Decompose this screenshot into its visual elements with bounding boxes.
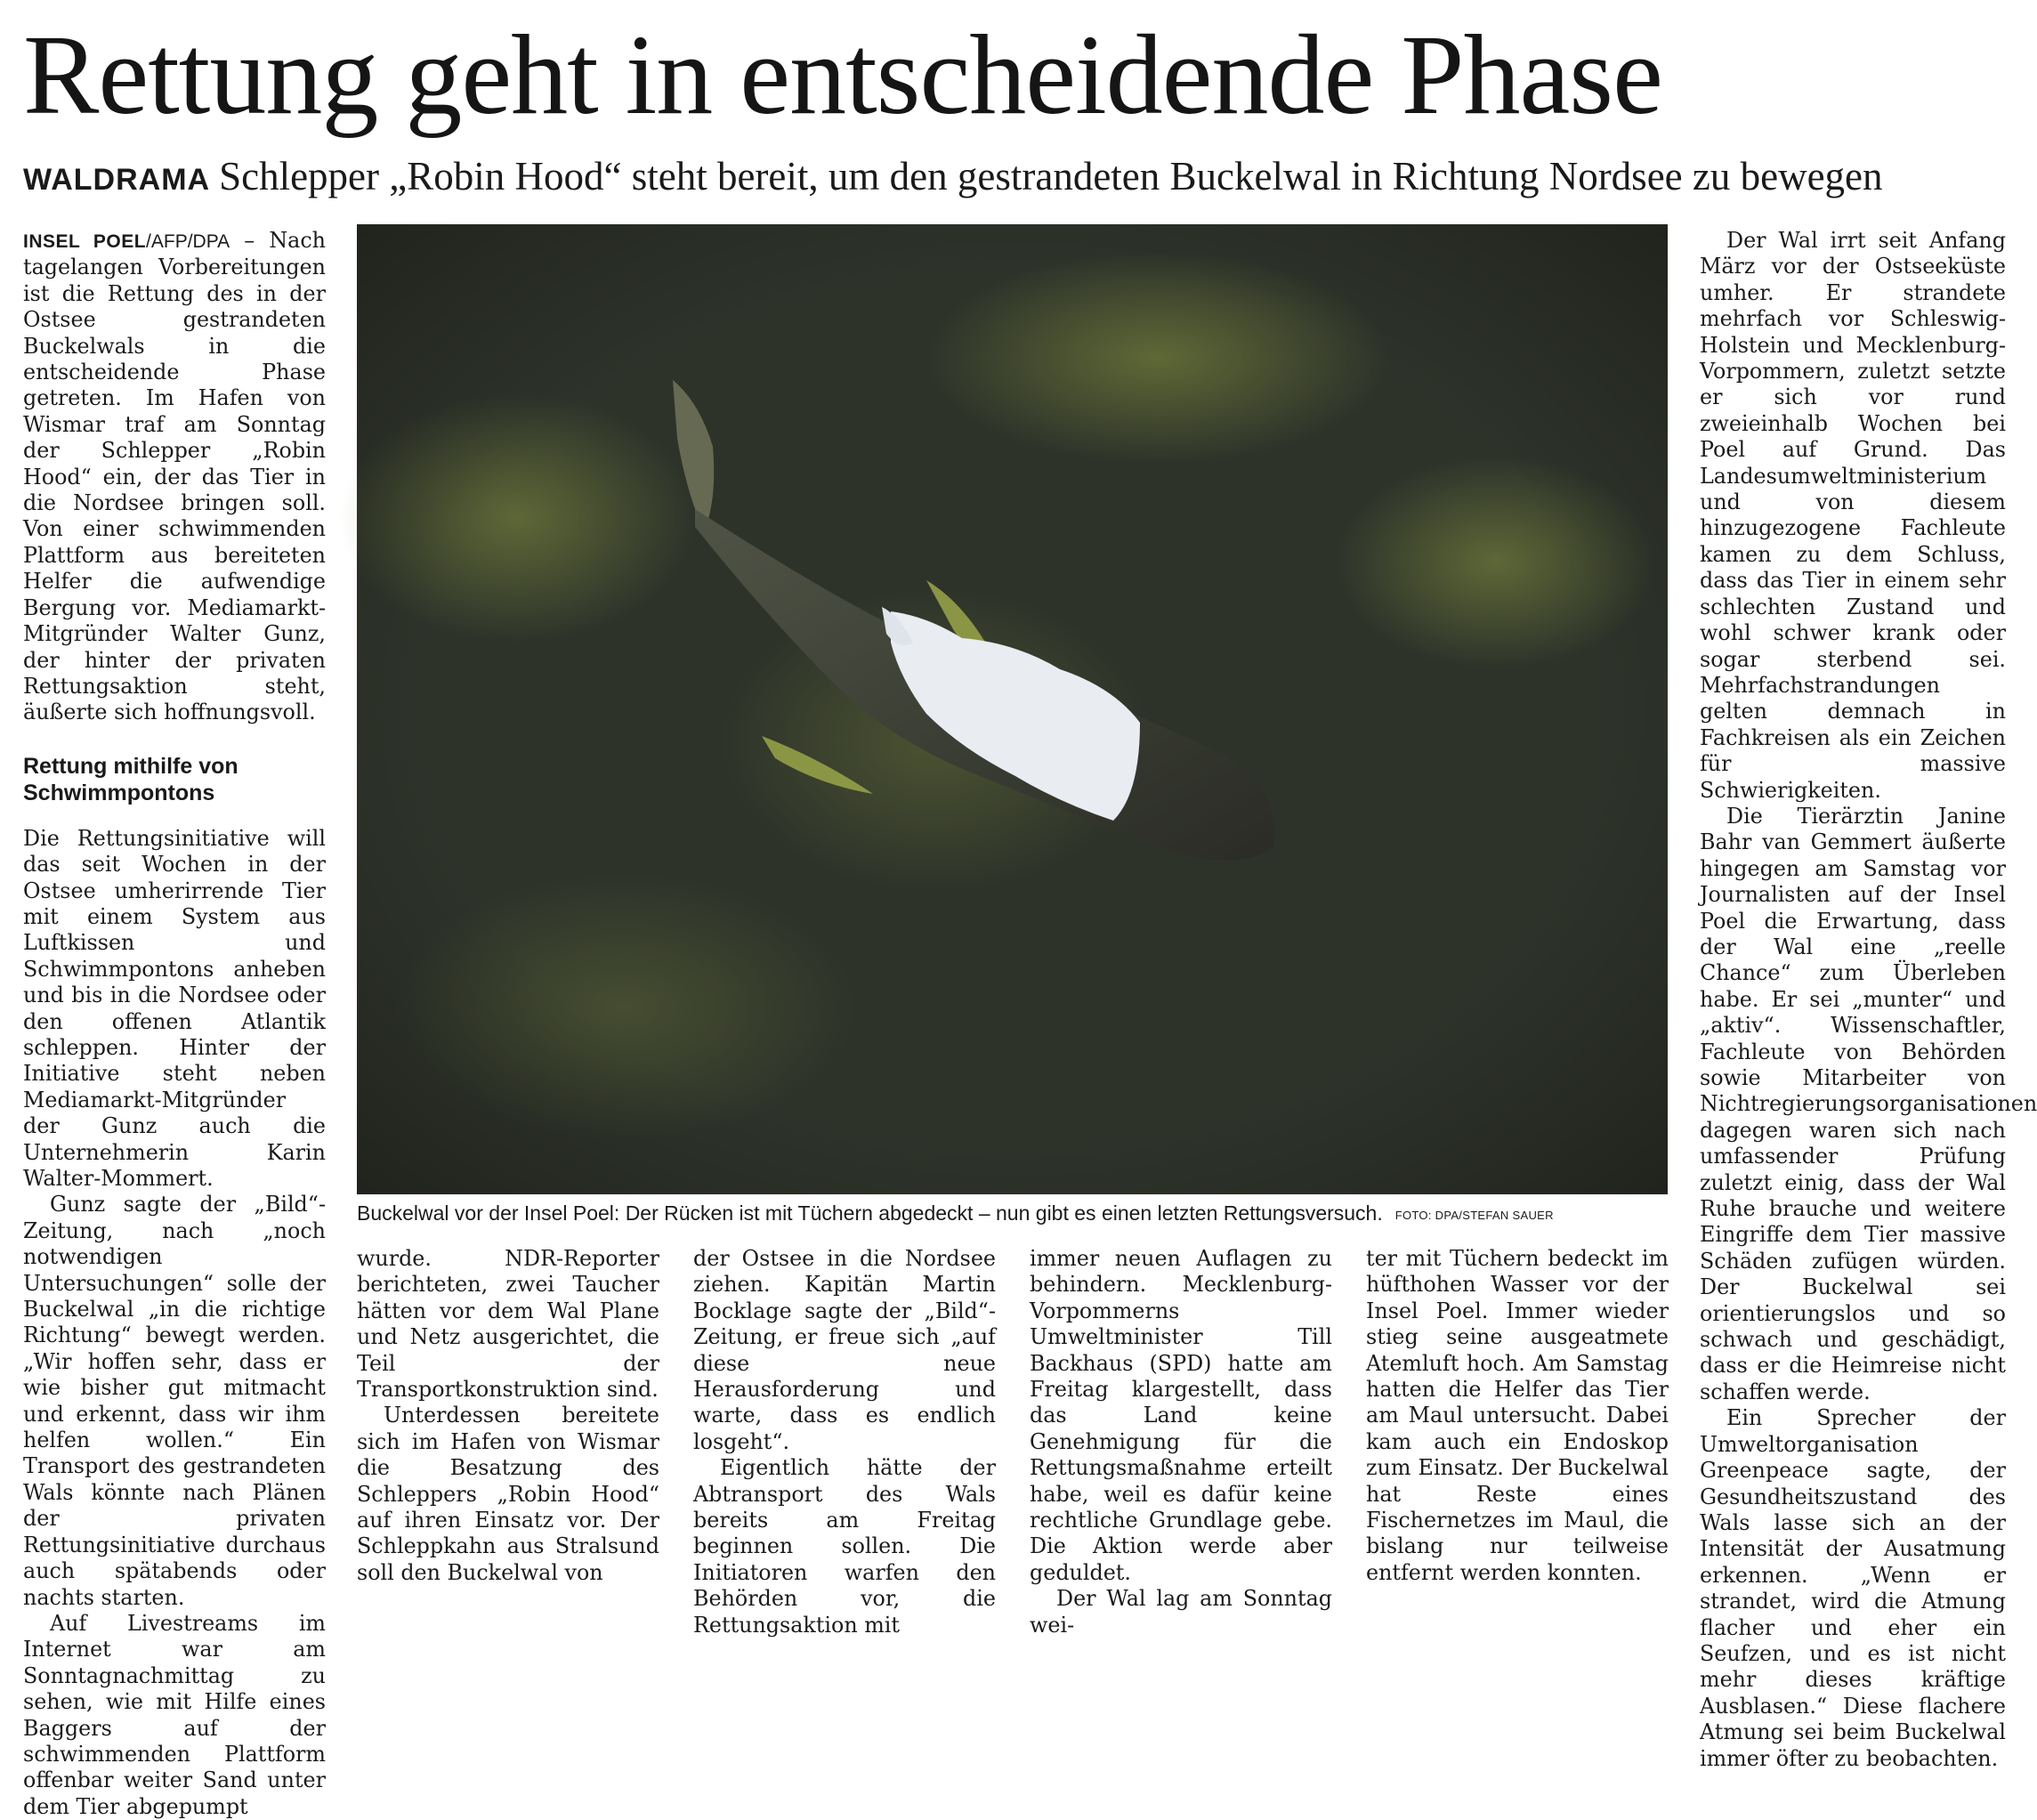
paragraph: Der Wal lag am Sonntag wei-: [1030, 1586, 1332, 1638]
paragraph: der Ostsee in die Nordsee ziehen. Kapitän Martin Bocklage sagte der „Bild“-Zeitung, er freue sich „auf diese neue Herausforderung und warte, dass es endlich losgeht“.: [693, 1246, 996, 1454]
headline: Rettung geht in entscheidende Phase: [23, 12, 1662, 138]
paragraph: Die Tierärztin Janine Bahr van Gemmert äußerte hingegen am Samstag vor Journalisten auf der Insel Poel die Erwartung, dass der Wal eine „reelle Chance“ zum Überleben habe. Er sei „munter“ und „aktiv“. Wissenschaftler, Fachleute von Behörden sowie Mitarbeiter von Nichtregierungsorganisationen dagegen waren sich nach umfassender Prüfung zuletzt einig, dass der Wal Ruhe brauche und weitere Eingriffe dem Tier massive Schäden zufügen würden. Der Buckelwal sei orientierungslos und so schwach und geschädigt, dass er die Heimreise nicht schaffen werde.: [1700, 803, 2037, 1404]
article-column-1: [23, 228, 326, 1819]
photo-caption: [357, 1200, 1668, 1229]
kicker: WALDRAMA: [23, 163, 211, 197]
paragraph: Gunz sagte der „Bild“-Zeitung, nach „noch notwendigen Untersuchungen“ solle der Buckelwal „in die richtige Richtung“ bewegt werden. „Wir hoffen sehr, dass er wie bisher gut mitmacht und erkennt, dass wir ihm helfen wollen.“ Ein Transport des gestrandeten Wals könnte nach Plänen der privaten Rettungsinitiative durchaus auch spätabends oder nachts starten.: [23, 1192, 326, 1610]
photo-credit: FOTO: DPA/STEFAN SAUER: [1394, 1209, 1554, 1222]
paragraph: Der Wal irrt seit Anfang März vor der Ostseeküste umher. Er strandete mehrfach vor Schleswig-Holstein und Mecklenburg-Vorpommern, zuletzt setzte er sich vor rund zweieinhalb Wochen bei Poel auf Grund. Das Landesumweltministerium und von diesem hinzugezogene Fachleute kamen zu dem Schluss, dass das Tier in einem sehr schlechten Zustand und wohl schwer krank oder sogar sterbend sei. Mehrfachstrandungen gelten demnach in Fachkreisen als ein Zeichen für massive Schwierigkeiten.: [1700, 228, 2006, 803]
paragraph: Ein Sprecher der Umweltorganisation Greenpeace sagte, der Gesundheitszustand des Wals lasse sich an der Intensität der Ausatmung erkennen. „Wenn er strandet, wird die Atmung flacher und eher ein Seufzen, und es ist nicht mehr dieses kräftige Ausblasen.“ Diese flachere Atmung sei beim Buckelwal immer öfter zu beobachten.: [1700, 1405, 2006, 1771]
article-column-3: [693, 1246, 996, 1638]
whale-image: [357, 224, 1668, 1194]
paragraph: Auf Livestreams im Internet war am Sonntagnachmittag zu sehen, wie mit Hilfe eines Baggers auf der schwimmenden Plattform offenbar weiter Sand unter dem Tier abgepumpt: [23, 1610, 326, 1819]
dateline: [23, 231, 230, 252]
subline: [23, 151, 2008, 205]
subline-text: Schlepper „Robin Hood“ steht bereit, um den gestrandeten Buckelwal in Richtung Nordsee zu bewegen: [219, 154, 1883, 198]
paragraph: wurde. NDR-Reporter berichteten, zwei Taucher hätten vor dem Wal Plane und Netz ausgerichtet, die Teil der Transportkonstruktion sind.: [357, 1246, 659, 1403]
article-column-6: [1700, 228, 2037, 1771]
paragraph-text: – Nach tagelangen Vorbereitungen ist die Rettung des in der Ostsee gestrandeten Buckelwals in die entscheidende Phase getreten. Im Hafen von Wismar traf am Sonntag der Schlepper „Robin Hood“ ein, der das Tier in die Nordsee bringen soll. Von einer schwimmenden Plattform aus bereiteten Helfer die aufwendige Bergung vor. Mediamarkt-Mitgründer Walter Gunz, der hinter der privaten Rettungsaktion steht, äußerte sich hoffnungsvoll.: [23, 228, 326, 725]
paragraph: Eigentlich hätte der Abtransport des Wals bereits am Freitag beginnen sollen. Die Initiatoren warfen den Behörden vor, die Rettungsaktion mit: [693, 1455, 996, 1638]
article-column-2: [357, 1246, 659, 1585]
paragraph: Unterdessen bereitete sich im Hafen von Wismar die Besatzung des Schleppers „Robin Hood“ auf ihren Einsatz vor. Der Schleppkahn aus Stralsund soll den Buckelwal von: [357, 1403, 659, 1585]
paragraph: ter mit Tüchern bedeckt im hüfthohen Wasser vor der Insel Poel. Immer wieder stieg seine ausgeatmete Atemluft hoch. Am Samstag hatten die Helfer das Tier am Maul untersucht. Dabei kam auch ein Endoskop zum Einsatz. Der Buckelwal hat Reste eines Fischernetzes im Maul, die bislang nur teilweise entfernt werden konnten.: [1366, 1246, 1669, 1585]
article-column-4: [1030, 1246, 1332, 1638]
paragraph: [23, 228, 326, 726]
subheading: Rettung mithilfe von Schwimmpontons: [23, 753, 238, 805]
whale-photo: [357, 224, 1668, 1194]
paragraph: immer neuen Auflagen zu behindern. Mecklenburg-Vorpommerns Umweltminister Till Backhaus (SPD) hatte am Freitag klargestellt, dass das Land keine Genehmigung für die Rettungsmaßnahme erteilt habe, weil es dafür keine rechtliche Grundlage gebe. Die Aktion werde aber geduldet.: [1030, 1246, 1332, 1585]
paragraph: Die Rettungsinitiative will das seit Wochen in der Ostsee umherirrende Tier mit einem System aus Luftkissen und Schwimmpontons anheben und bis in die Nordsee oder den offenen Atlantik schleppen. Hinter der Initiative steht neben Mediamarkt-Mitgründer der Gunz auch die Unternehmerin Karin Walter-Mommert.: [23, 825, 326, 1191]
dateline-agency: /AFP/DPA: [146, 231, 230, 252]
article-column-5: [1366, 1246, 1669, 1585]
dateline-place: INSEL POEL: [23, 231, 147, 252]
caption-text: Buckelwal vor der Insel Poel: Der Rücken ist mit Tüchern abgedeckt – nun gibt es einen letzten Rettungsversuch.: [357, 1201, 1383, 1225]
